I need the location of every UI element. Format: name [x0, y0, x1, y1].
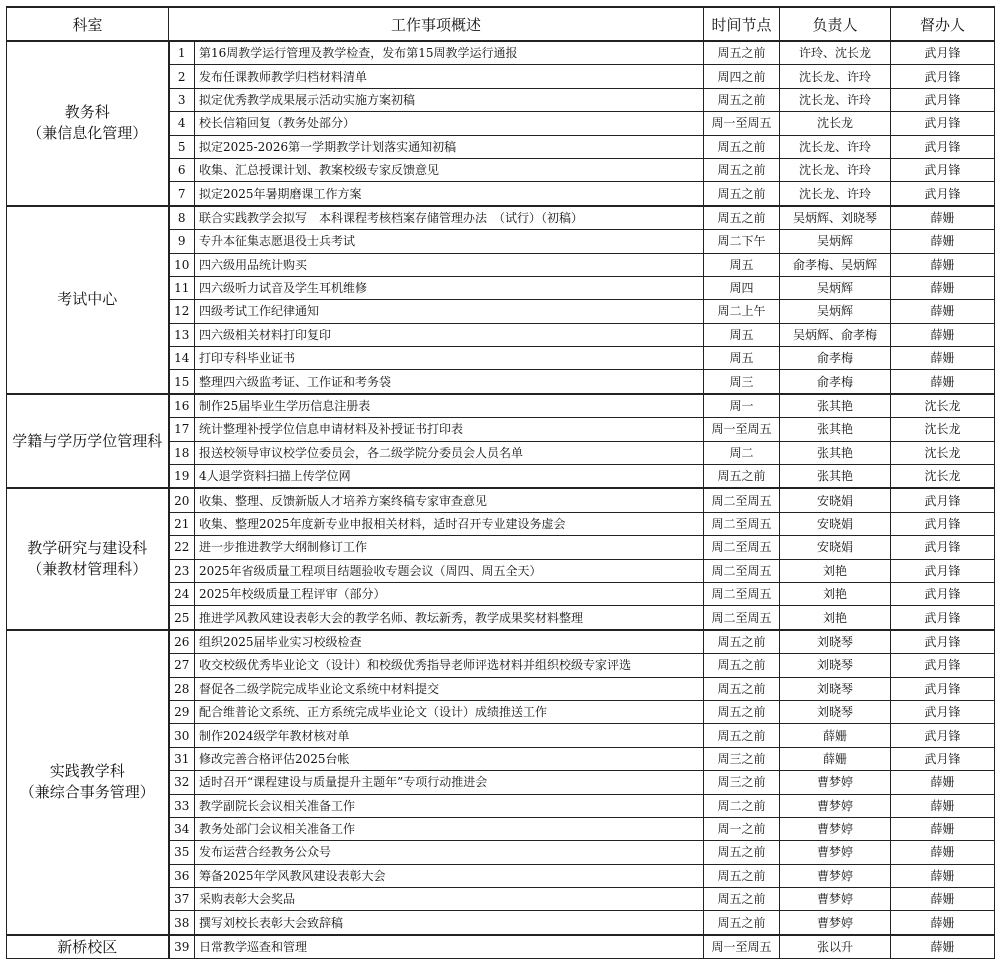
row-number: 29 — [169, 700, 195, 723]
responsible-person: 薛姗 — [780, 724, 891, 747]
task-description: 校长信箱回复（教务处部分） — [195, 112, 704, 135]
time-node: 周一至周五 — [704, 112, 780, 135]
table-body — [7, 41, 995, 959]
header-supervisor: 督办人 — [891, 7, 995, 41]
responsible-person: 曹梦婷 — [780, 794, 891, 817]
responsible-person: 沈长龙、许玲 — [780, 65, 891, 88]
row-number: 6 — [169, 158, 195, 181]
responsible-person: 曹梦婷 — [780, 771, 891, 794]
task-description: 日常教学巡查和管理 — [195, 935, 704, 959]
task-description: 四六级相关材料打印复印 — [195, 323, 704, 346]
task-description: 组织2025届毕业实习校级检查 — [195, 630, 704, 654]
time-node: 周五之前 — [704, 700, 780, 723]
task-description: 统计整理补授学位信息申请材料及补授证书打印表 — [195, 418, 704, 441]
time-node: 周五之前 — [704, 630, 780, 654]
task-description: 报送校领导审议校学位委员会，各二级学院分委员会人员名单 — [195, 441, 704, 464]
responsible-person: 吴炳辉 — [780, 230, 891, 253]
time-node: 周五之前 — [704, 654, 780, 677]
supervisor: 武月锋 — [891, 65, 995, 88]
task-description: 2025年校级质量工程评审（部分） — [195, 582, 704, 605]
table-row — [7, 394, 995, 418]
task-description: 整理四六级监考证、工作证和考务袋 — [195, 370, 704, 394]
department-name: 教学研究与建设科 — [27, 539, 148, 558]
row-number: 35 — [169, 841, 195, 864]
supervisor: 武月锋 — [891, 677, 995, 700]
task-description: 联合实践教学会拟写 本科课程考核档案存储管理办法 （试行）（初稿） — [195, 206, 704, 230]
time-node: 周二至周五 — [704, 536, 780, 559]
department-cell — [7, 488, 169, 629]
time-node: 周五之前 — [704, 206, 780, 230]
responsible-person: 沈长龙、许玲 — [780, 88, 891, 111]
time-node: 周一至周五 — [704, 418, 780, 441]
time-node: 周三 — [704, 370, 780, 394]
responsible-person: 刘艳 — [780, 559, 891, 582]
row-number: 24 — [169, 582, 195, 605]
row-number: 8 — [169, 206, 195, 230]
row-number: 23 — [169, 559, 195, 582]
department-subname: （兼教材管理科） — [27, 560, 148, 579]
table-row — [7, 935, 995, 959]
department-name: 教务科 — [64, 103, 110, 122]
time-node: 周一之前 — [704, 817, 780, 840]
responsible-person: 许玲、沈长龙 — [780, 41, 891, 65]
responsible-person: 刘晓琴 — [780, 700, 891, 723]
responsible-person: 沈长龙 — [780, 112, 891, 135]
supervisor: 沈长龙 — [891, 418, 995, 441]
supervisor: 武月锋 — [891, 582, 995, 605]
row-number: 19 — [169, 465, 195, 489]
task-description: 第16周教学运行管理及教学检查，发布第15周教学运行通报 — [195, 41, 704, 65]
row-number: 13 — [169, 323, 195, 346]
row-number: 7 — [169, 182, 195, 206]
supervisor: 薛姗 — [891, 817, 995, 840]
row-number: 37 — [169, 888, 195, 911]
supervisor: 武月锋 — [891, 112, 995, 135]
row-number: 15 — [169, 370, 195, 394]
time-node: 周二至周五 — [704, 582, 780, 605]
row-number: 20 — [169, 488, 195, 512]
task-description: 发布任课教师教学归档材料清单 — [195, 65, 704, 88]
task-description: 教务处部门会议相关准备工作 — [195, 817, 704, 840]
supervisor: 薛姗 — [891, 323, 995, 346]
supervisor: 薛姗 — [891, 347, 995, 370]
task-description: 4人退学资料扫描上传学位网 — [195, 465, 704, 489]
time-node: 周五之前 — [704, 677, 780, 700]
supervisor: 薛姗 — [891, 864, 995, 887]
table-row — [7, 630, 995, 654]
responsible-person: 安晓娟 — [780, 512, 891, 535]
responsible-person: 刘艳 — [780, 606, 891, 630]
responsible-person: 刘晓琴 — [780, 677, 891, 700]
row-number: 30 — [169, 724, 195, 747]
responsible-person: 安晓娟 — [780, 488, 891, 512]
responsible-person: 吴炳辉、俞孝梅 — [780, 323, 891, 346]
task-description: 四六级听力试音及学生耳机维修 — [195, 276, 704, 299]
supervisor: 薛姗 — [891, 300, 995, 323]
task-description: 推进学风教风建设表彰大会的教学名师、教坛新秀，教学成果奖材料整理 — [195, 606, 704, 630]
row-number: 27 — [169, 654, 195, 677]
responsible-person: 俞孝梅 — [780, 370, 891, 394]
task-description: 收集、整理、反馈新版人才培养方案终稿专家审查意见 — [195, 488, 704, 512]
header-dept: 科室 — [7, 7, 169, 41]
row-number: 9 — [169, 230, 195, 253]
time-node: 周四 — [704, 276, 780, 299]
task-description: 四六级用品统计购买 — [195, 253, 704, 276]
supervisor: 薛姗 — [891, 935, 995, 959]
task-description: 配合维普论文系统、正方系统完成毕业论文（设计）成绩推送工作 — [195, 700, 704, 723]
time-node: 周五之前 — [704, 135, 780, 158]
time-node: 周二之前 — [704, 794, 780, 817]
row-number: 28 — [169, 677, 195, 700]
time-node: 周五 — [704, 347, 780, 370]
task-description: 筹备2025年学风教风建设表彰大会 — [195, 864, 704, 887]
task-description: 收集、汇总授课计划、教案校级专家反馈意见 — [195, 158, 704, 181]
supervisor: 薛姗 — [891, 206, 995, 230]
task-description: 制作25届毕业生学历信息注册表 — [195, 394, 704, 418]
department-subname: （兼综合事务管理） — [19, 783, 155, 802]
row-number: 22 — [169, 536, 195, 559]
table-row — [7, 488, 995, 512]
row-number: 26 — [169, 630, 195, 654]
row-number: 38 — [169, 911, 195, 935]
task-description: 收集、整理2025年度新专业申报相关材料，适时召开专业建设务虚会 — [195, 512, 704, 535]
time-node: 周五之前 — [704, 911, 780, 935]
row-number: 5 — [169, 135, 195, 158]
responsible-person: 曹梦婷 — [780, 911, 891, 935]
supervisor: 武月锋 — [891, 747, 995, 770]
supervisor: 武月锋 — [891, 630, 995, 654]
task-description: 修改完善合格评估2025台帐 — [195, 747, 704, 770]
row-number: 14 — [169, 347, 195, 370]
task-description: 采购表彰大会奖品 — [195, 888, 704, 911]
task-description: 教学副院长会议相关准备工作 — [195, 794, 704, 817]
row-number: 4 — [169, 112, 195, 135]
responsible-person: 刘艳 — [780, 582, 891, 605]
supervisor: 武月锋 — [891, 88, 995, 111]
header-time: 时间节点 — [704, 7, 780, 41]
time-node: 周二上午 — [704, 300, 780, 323]
task-description: 拟定2025-2026第一学期教学计划落实通知初稿 — [195, 135, 704, 158]
supervisor: 薛姗 — [891, 911, 995, 935]
time-node: 周二至周五 — [704, 559, 780, 582]
row-number: 36 — [169, 864, 195, 887]
row-number: 2 — [169, 65, 195, 88]
department-cell — [7, 41, 169, 206]
time-node: 周五 — [704, 253, 780, 276]
department-name: 新桥校区 — [57, 937, 118, 956]
row-number: 34 — [169, 817, 195, 840]
responsible-person: 俞孝梅 — [780, 347, 891, 370]
task-description: 适时召开“课程建设与质量提升主题年”专项行动推进会 — [195, 771, 704, 794]
supervisor: 武月锋 — [891, 700, 995, 723]
supervisor: 武月锋 — [891, 182, 995, 206]
department-name: 考试中心 — [57, 290, 118, 309]
time-node: 周二 — [704, 441, 780, 464]
row-number: 1 — [169, 41, 195, 65]
responsible-person: 刘晓琴 — [780, 630, 891, 654]
responsible-person: 沈长龙、许玲 — [780, 135, 891, 158]
task-description: 四级考试工作纪律通知 — [195, 300, 704, 323]
row-number: 31 — [169, 747, 195, 770]
row-number: 17 — [169, 418, 195, 441]
time-node: 周五之前 — [704, 841, 780, 864]
department-cell — [7, 394, 169, 489]
responsible-person: 张其艳 — [780, 465, 891, 489]
supervisor: 薛姗 — [891, 888, 995, 911]
time-node: 周三之前 — [704, 771, 780, 794]
supervisor: 武月锋 — [891, 512, 995, 535]
row-number: 16 — [169, 394, 195, 418]
task-description: 撰写刘校长表彰大会致辞稿 — [195, 911, 704, 935]
table-row — [7, 41, 995, 65]
responsible-person: 张其艳 — [780, 441, 891, 464]
responsible-person: 吴炳辉、刘晓琴 — [780, 206, 891, 230]
task-description: 专升本征集志愿退役士兵考试 — [195, 230, 704, 253]
responsible-person: 张其艳 — [780, 394, 891, 418]
row-number: 12 — [169, 300, 195, 323]
supervisor: 沈长龙 — [891, 441, 995, 464]
task-description: 发布运营合经教务公众号 — [195, 841, 704, 864]
header-owner: 负责人 — [780, 7, 891, 41]
supervisor: 薛姗 — [891, 771, 995, 794]
supervisor: 武月锋 — [891, 488, 995, 512]
supervisor: 武月锋 — [891, 606, 995, 630]
supervisor: 武月锋 — [891, 724, 995, 747]
row-number: 33 — [169, 794, 195, 817]
department-name: 学籍与学历学位管理科 — [12, 431, 163, 450]
department-subname: （兼信息化管理） — [27, 124, 148, 143]
responsible-person: 曹梦婷 — [780, 888, 891, 911]
task-description: 制作2024级学年教材核对单 — [195, 724, 704, 747]
time-node: 周五之前 — [704, 465, 780, 489]
department-cell — [7, 206, 169, 394]
task-description: 拟定2025年暑期磨课工作方案 — [195, 182, 704, 206]
supervisor: 薛姗 — [891, 841, 995, 864]
time-node: 周五之前 — [704, 864, 780, 887]
supervisor: 武月锋 — [891, 135, 995, 158]
task-description: 2025年省级质量工程项目结题验收专题会议（周四、周五全天） — [195, 559, 704, 582]
time-node: 周五之前 — [704, 88, 780, 111]
responsible-person: 张其艳 — [780, 418, 891, 441]
task-description: 拟定优秀教学成果展示活动实施方案初稿 — [195, 88, 704, 111]
row-number: 39 — [169, 935, 195, 959]
responsible-person: 薛姗 — [780, 747, 891, 770]
supervisor: 武月锋 — [891, 536, 995, 559]
time-node: 周二至周五 — [704, 512, 780, 535]
responsible-person: 沈长龙、许玲 — [780, 158, 891, 181]
responsible-person: 安晓娟 — [780, 536, 891, 559]
time-node: 周五之前 — [704, 158, 780, 181]
work-schedule-table — [6, 6, 995, 959]
time-node: 周二至周五 — [704, 606, 780, 630]
department-cell — [7, 630, 169, 935]
task-description: 收交校级优秀毕业论文（设计）和校级优秀指导老师评选材料并组织校级专家评选 — [195, 654, 704, 677]
supervisor: 薛姗 — [891, 253, 995, 276]
row-number: 18 — [169, 441, 195, 464]
time-node: 周四之前 — [704, 65, 780, 88]
supervisor: 武月锋 — [891, 41, 995, 65]
responsible-person: 刘晓琴 — [780, 654, 891, 677]
responsible-person: 沈长龙、许玲 — [780, 182, 891, 206]
responsible-person: 俞孝梅、吴炳辉 — [780, 253, 891, 276]
supervisor: 薛姗 — [891, 370, 995, 394]
time-node: 周三之前 — [704, 747, 780, 770]
task-description: 督促各二级学院完成毕业论文系统中材料提交 — [195, 677, 704, 700]
row-number: 21 — [169, 512, 195, 535]
responsible-person: 曹梦婷 — [780, 864, 891, 887]
supervisor: 武月锋 — [891, 559, 995, 582]
time-node: 周一至周五 — [704, 935, 780, 959]
supervisor: 沈长龙 — [891, 465, 995, 489]
supervisor: 武月锋 — [891, 654, 995, 677]
time-node: 周二至周五 — [704, 488, 780, 512]
supervisor: 武月锋 — [891, 158, 995, 181]
time-node: 周二下午 — [704, 230, 780, 253]
responsible-person: 张以升 — [780, 935, 891, 959]
responsible-person: 曹梦婷 — [780, 817, 891, 840]
header-desc: 工作事项概述 — [169, 7, 704, 41]
header-row — [7, 7, 995, 41]
time-node: 周五 — [704, 323, 780, 346]
time-node: 周一 — [704, 394, 780, 418]
time-node: 周五之前 — [704, 724, 780, 747]
supervisor: 沈长龙 — [891, 394, 995, 418]
time-node: 周五之前 — [704, 182, 780, 206]
row-number: 11 — [169, 276, 195, 299]
supervisor: 薛姗 — [891, 230, 995, 253]
responsible-person: 吴炳辉 — [780, 300, 891, 323]
department-cell — [7, 935, 169, 959]
row-number: 3 — [169, 88, 195, 111]
row-number: 25 — [169, 606, 195, 630]
task-description: 打印专科毕业证书 — [195, 347, 704, 370]
task-description: 进一步推进教学大纲制修订工作 — [195, 536, 704, 559]
supervisor: 薛姗 — [891, 276, 995, 299]
row-number: 10 — [169, 253, 195, 276]
table-row — [7, 206, 995, 230]
responsible-person: 吴炳辉 — [780, 276, 891, 299]
responsible-person: 曹梦婷 — [780, 841, 891, 864]
department-name: 实践教学科 — [49, 762, 125, 781]
time-node: 周五之前 — [704, 41, 780, 65]
supervisor: 薛姗 — [891, 794, 995, 817]
row-number: 32 — [169, 771, 195, 794]
time-node: 周五之前 — [704, 888, 780, 911]
